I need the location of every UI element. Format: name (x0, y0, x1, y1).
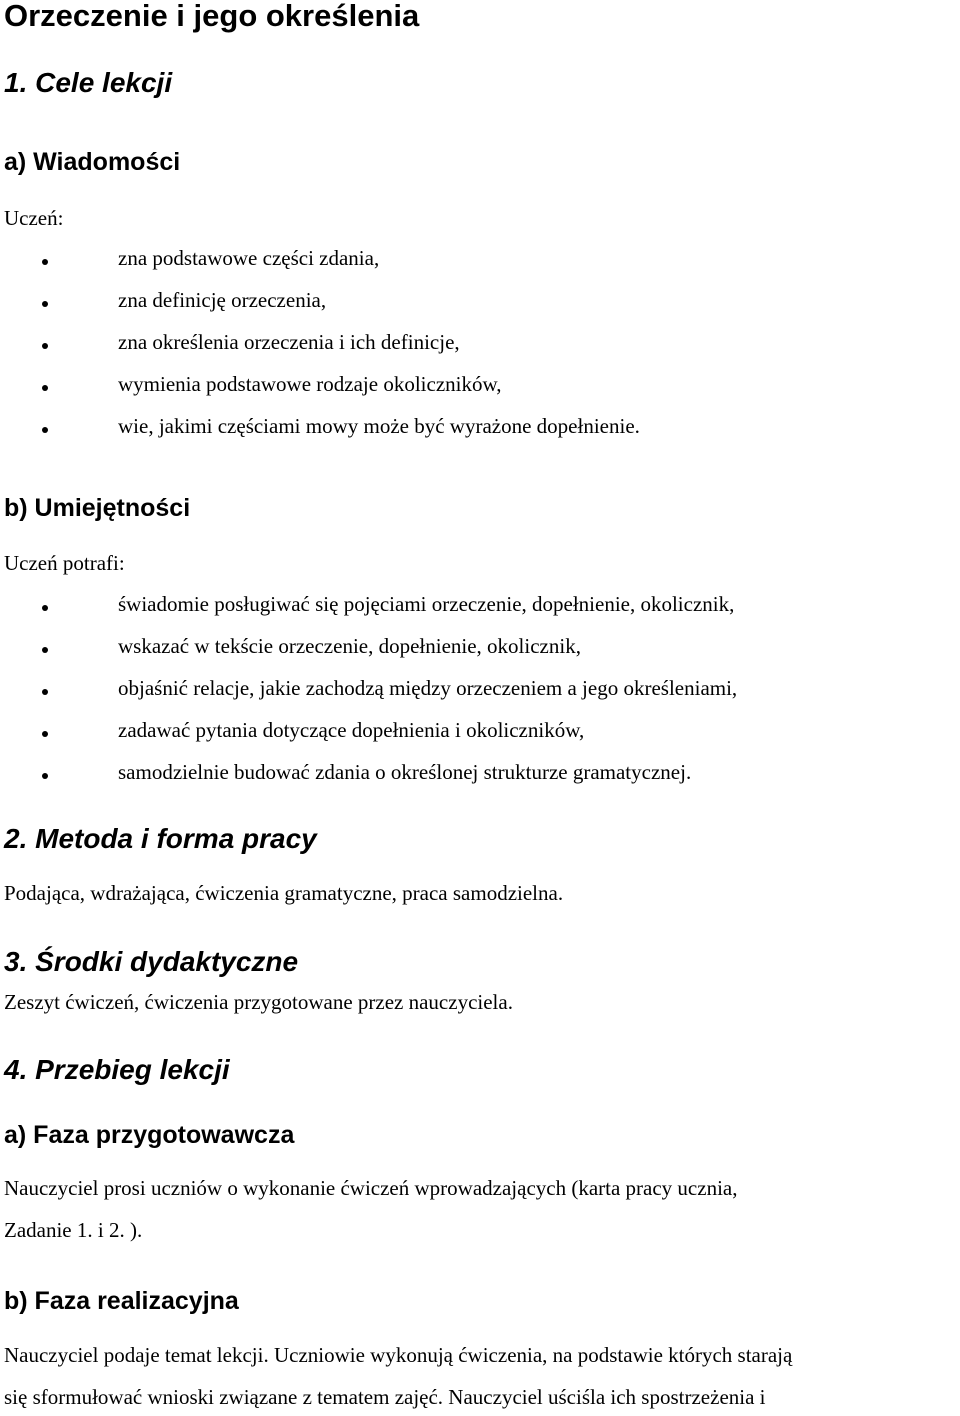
bullet-icon (42, 731, 48, 737)
section-3-heading: 3. Środki dydaktyczne (4, 946, 299, 977)
bullet-icon (42, 689, 48, 695)
bullet-icon (42, 647, 48, 653)
faza-realizacyjna-line-2: się sformułować wnioski związane z tematem zajęć. Nauczyciel uściśla ich spostrzeżenia i (4, 1385, 766, 1409)
section-2-text: Podająca, wdrażająca, ćwiczenia gramatyczne, praca samodzielna. (4, 881, 564, 905)
section-4-heading: 4. Przebieg lekcji (4, 1054, 230, 1085)
subsection-umiejetnosci-heading: b) Umiejętności (4, 494, 191, 522)
bullet-icon (42, 385, 48, 391)
subsection-wiadomosci-heading: a) Wiadomości (4, 148, 181, 176)
faza-realizacyjna-line-1: Nauczyciel podaje temat lekcji. Uczniowie wykonują ćwiczenia, na podstawie których starają (4, 1343, 793, 1367)
bullet-icon (42, 605, 48, 611)
bullet-icon (42, 773, 48, 779)
section-3-text: Zeszyt ćwiczeń, ćwiczenia przygotowane przez nauczyciela. (4, 990, 513, 1014)
bullet-icon (42, 427, 48, 433)
uczen-potrafi-intro: Uczeń potrafi: (4, 551, 125, 575)
bullet-icon (42, 259, 48, 265)
faza-przygotowawcza-line-2: Zadanie 1. i 2. ). (4, 1218, 143, 1242)
bullet-icon (42, 343, 48, 349)
subsection-faza-przygotowawcza-heading: a) Faza przygotowawcza (4, 1121, 295, 1149)
bullet-icon (42, 301, 48, 307)
document-title: Orzeczenie i jego określenia (4, 0, 420, 33)
section-1-heading: 1. Cele lekcji (4, 67, 173, 98)
section-2-heading: 2. Metoda i forma pracy (4, 823, 317, 854)
subsection-faza-realizacyjna-heading: b) Faza realizacyjna (4, 1287, 239, 1315)
faza-przygotowawcza-line-1: Nauczyciel prosi uczniów o wykonanie ćwiczeń wprowadzających (karta pracy ucznia, (4, 1176, 738, 1200)
uczen-intro: Uczeń: (4, 206, 64, 230)
